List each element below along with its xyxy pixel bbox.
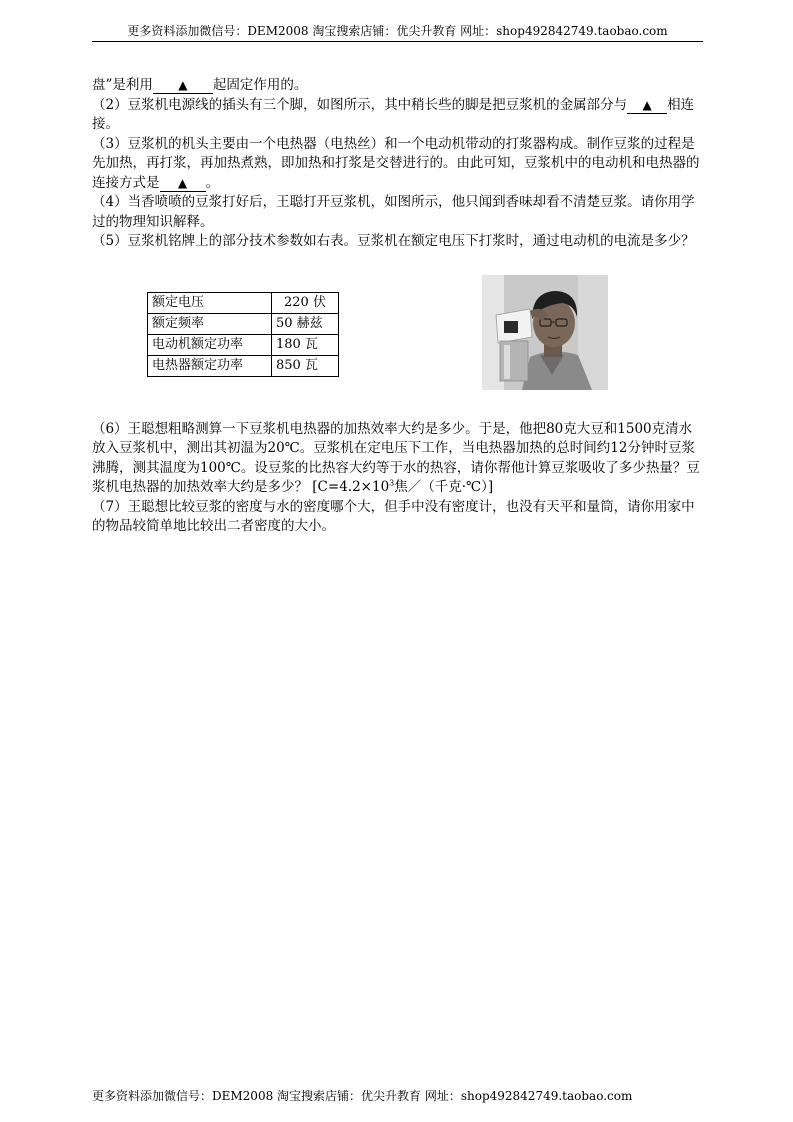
question-part-4: （4）当香喷喷的豆浆打好后，王聪打开豆浆机，如图所示，他只闻到香味却看不清楚豆浆。请你用学过的物理知识解释。 (92, 194, 695, 230)
text: （3）豆浆机的机头主要由一个电热器（电热丝）和一个电动机带动的打浆器构成。制作豆浆的过程是先加热，再打浆，再加热煮熟，即加热和打浆是交替进行的。由此可知，豆浆机中的电动机和电热器的连接方式是 (92, 135, 700, 191)
text: 起固定作用的。 (212, 77, 308, 93)
text: 焦／（千克·℃）] (394, 479, 494, 495)
table-row (148, 356, 339, 377)
question-part-2 (92, 96, 703, 135)
spec-value: 850 瓦 (272, 356, 339, 377)
question-part-1-end (92, 76, 703, 96)
header-divider (92, 41, 703, 42)
answer-blank[interactable]: ▲ (153, 78, 213, 94)
spec-value: 180 瓦 (272, 335, 339, 356)
spec-label: 额定电压 (148, 293, 272, 314)
answer-blank[interactable]: ▲ (160, 176, 206, 192)
spec-table (147, 292, 339, 377)
text: 相连接。 (92, 96, 695, 132)
spec-label: 电动机额定功率 (148, 335, 272, 356)
text: （2）豆浆机电源线的插头有三个脚，如图所示，其中稍长些的脚是把豆浆机的金属部分与 (92, 96, 628, 113)
text: 盘”是利用 (92, 77, 153, 93)
answer-blank[interactable]: ▲ (627, 98, 667, 114)
table-row (148, 314, 339, 335)
boy-opening-soymilk-maker-photo (482, 275, 608, 390)
table-row (148, 293, 339, 314)
question-part-5: （5）豆浆机铭牌上的部分技术参数如右表。豆浆机在额定电压下打浆时，通过电动机的电流是多少？ (92, 233, 695, 249)
question-part-3 (92, 135, 703, 194)
text: 。 (205, 174, 219, 191)
superscript: 3 (389, 478, 395, 488)
page-footer: 更多资料添加微信号：DEM2008 淘宝搜索店铺：优尖升教育 网址：shop492842749.taobao.com (92, 1089, 633, 1103)
text: （6）王聪想粗略测算一下豆浆机电热器的加热效率大约是多少。于是，他把80克大豆和1500克清水放入豆浆机中，测出其初温为20℃。豆浆机在定电压下工作，当电热器加热的总时间约12分钟时豆浆沸腾，测其温度为100℃。设豆浆的比热容大约等于水的热容，请你帮他计算豆浆吸收了多少热量？豆浆机电热器的加热效率大约是多少？ [C=4.2×10 (92, 420, 700, 495)
question-part-6 (92, 420, 703, 498)
spec-value: 50 赫兹 (272, 314, 339, 335)
question-part-7: （7）王聪想比较豆浆的密度与水的密度哪个大，但手中没有密度计，也没有天平和量筒，请你用家中的物品较简单地比较出二者密度的大小。 (92, 498, 695, 534)
page-header: 更多资料添加微信号：DEM2008 淘宝搜索店铺：优尖升教育 网址：shop492842749.taobao.com (127, 24, 668, 38)
spec-value: 220 伏 (272, 293, 339, 314)
spec-label: 电热器额定功率 (148, 356, 272, 377)
table-row (148, 335, 339, 356)
spec-label: 额定频率 (148, 314, 272, 335)
